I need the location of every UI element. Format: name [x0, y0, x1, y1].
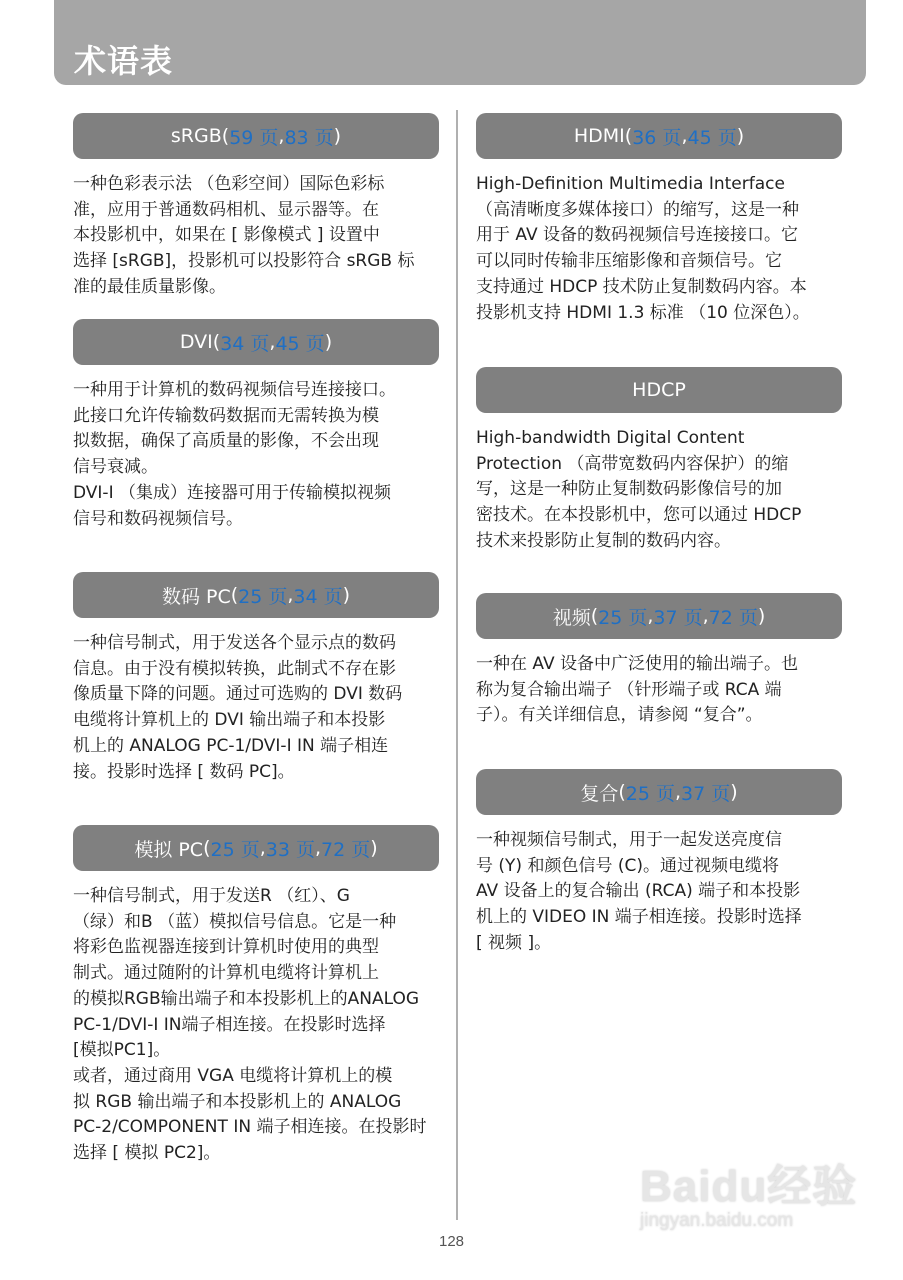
open-paren: ( — [221, 125, 230, 147]
description-line: （绿）和B （蓝）模拟信号信息。它是一种 — [73, 911, 397, 932]
description-line: 将彩色监视器连接到计算机时使用的典型 — [73, 937, 379, 958]
glossary-entry — [476, 769, 842, 957]
baidu-watermark-logo — [640, 1150, 857, 1232]
description-line: 机上的 VIDEO IN 端子相连接。投影时选择 — [476, 907, 802, 928]
page-reference-link[interactable]: 45 页 — [687, 126, 737, 149]
glossary-entry — [73, 572, 439, 785]
page-reference-link[interactable]: 34 页 — [220, 332, 270, 355]
page-reference-link[interactable]: 59 页 — [229, 126, 279, 149]
open-paren: ( — [624, 125, 633, 147]
description-line: 的模拟RGB输出端子和本投影机上的ANALOG — [73, 988, 420, 1009]
page-reference-link[interactable]: 36 页 — [632, 126, 682, 149]
entry-term: 模拟 PC — [134, 838, 204, 861]
description-line: AV 设备上的复合输出 (RCA) 端子和本投影 — [476, 881, 801, 902]
entry-heading — [73, 572, 439, 618]
description-line: Protection （高带宽数码内容保护）的缩 — [476, 453, 789, 474]
description-line: 机上的 ANALOG PC-1/DVI-I IN 端子相连 — [73, 735, 389, 756]
close-paren: ) — [757, 605, 766, 627]
description-line: 或者，通过商用 VGA 电缆将计算机上的模 — [73, 1065, 393, 1086]
description-line: 准的最佳质量影像。 — [73, 276, 226, 297]
description-line: High-bandwidth Digital Content — [476, 428, 745, 448]
description-line: 技术来投影防止复制的数码内容。 — [476, 530, 731, 551]
description-line: [模拟PC1]。 — [73, 1040, 171, 1061]
comma: , — [269, 331, 276, 353]
description-line: 信息。由于没有模拟转换，此制式不存在影 — [73, 658, 396, 679]
description-line: 写，这是一种防止复制数码影像信号的加 — [476, 479, 782, 500]
entry-heading — [476, 367, 842, 413]
description-line: 支持通过 HDCP 技术防止复制数码内容。本 — [476, 276, 807, 297]
description-line: 号 (Y) 和颜色信号 (C)。通过视频电缆将 — [476, 855, 779, 876]
description-line: （高清晰度多媒体接口）的缩写，这是一种 — [476, 199, 799, 220]
watermark-main: Baidu经验 — [640, 1162, 858, 1211]
entry-term: HDCP — [632, 379, 686, 401]
column-divider — [456, 110, 458, 1220]
page-title: 术语表 — [74, 42, 174, 80]
description-line: 一种信号制式，用于发送各个显示点的数码 — [73, 633, 396, 653]
close-paren: ) — [324, 331, 333, 353]
entry-term: 数码 PC — [161, 585, 231, 608]
page-reference-link[interactable]: 25 页 — [598, 606, 648, 629]
entry-description — [73, 378, 439, 532]
page-reference-link[interactable]: 45 页 — [275, 332, 325, 355]
comma: , — [702, 605, 709, 627]
description-line: 本投影机中，如果在 [ 影像模式 ] 设置中 — [73, 225, 380, 246]
entry-term: HDMI — [573, 125, 625, 147]
comma: , — [287, 584, 294, 606]
entry-description — [73, 884, 439, 1167]
entry-term: 视频 — [552, 606, 591, 629]
description-line: 一种在 AV 设备中广泛使用的输出端子。也 — [476, 654, 798, 674]
entry-description — [73, 172, 439, 301]
page-header — [54, 0, 866, 85]
comma: , — [259, 837, 266, 859]
description-line: 子）。有关详细信息，请参阅 “复合”。 — [476, 705, 763, 726]
description-line: 称为复合输出端子 （针形端子或 RCA 端 — [476, 679, 782, 700]
description-line: PC-1/DVI-I IN端子相连接。在投影时选择 — [73, 1014, 386, 1035]
description-line: 制式。通过随附的计算机电缆将计算机上 — [73, 963, 379, 984]
entry-term: DVI — [179, 331, 213, 353]
description-line: 信号和数码视频信号。 — [73, 508, 243, 529]
description-line: 接。投影时选择 [ 数码 PC]。 — [73, 761, 295, 782]
entry-term: 复合 — [580, 782, 619, 805]
description-line: 一种视频信号制式，用于一起发送亮度信 — [476, 830, 782, 850]
entry-heading — [476, 593, 842, 639]
description-line: 选择 [sRGB]，投影机可以投影符合 sRGB 标 — [73, 251, 415, 272]
description-line: PC-2/COMPONENT IN 端子相连接。在投影时 — [73, 1117, 427, 1138]
description-line: 一种色彩表示法 （色彩空间）国际色彩标 — [73, 174, 385, 194]
comma: , — [681, 125, 688, 147]
description-line: 拟数据，确保了高质量的影像，不会出现 — [73, 431, 379, 452]
entry-description — [476, 172, 842, 326]
entry-description — [476, 652, 842, 729]
comma: , — [314, 837, 322, 859]
description-line: High-Definition Multimedia Interface — [476, 174, 785, 194]
description-line: 密技术。在本投影机中，您可以通过 HDCP — [476, 505, 802, 526]
page-reference-link[interactable]: 72 页 — [321, 838, 371, 861]
open-paren: ( — [590, 605, 599, 627]
entry-description — [73, 631, 439, 785]
open-paren: ( — [203, 837, 211, 859]
comma: , — [674, 781, 682, 803]
entry-heading — [476, 113, 842, 159]
entry-description — [476, 426, 842, 555]
page-reference-link[interactable]: 83 页 — [284, 126, 334, 149]
page-reference-link[interactable]: 33 页 — [265, 838, 315, 861]
description-line: 用于 AV 设备的数码视频信号连接接口。它 — [476, 225, 798, 246]
description-line: 投影机支持 HDMI 1.3 标准 （10 位深色）。 — [476, 302, 810, 323]
page-reference-link[interactable]: 37 页 — [653, 606, 703, 629]
page-reference-link[interactable]: 34 页 — [293, 585, 343, 608]
page-reference-link[interactable]: 25 页 — [238, 585, 288, 608]
description-line: 准，应用于普通数码相机、显示器等。在 — [73, 199, 379, 220]
page-reference-link[interactable]: 25 页 — [625, 782, 675, 805]
description-line: 像质量下降的问题。通过可选购的 DVI 数码 — [73, 684, 403, 705]
description-line: 此接口允许传输数码数据而无需转换为模 — [73, 405, 379, 426]
page-number: 128 — [438, 1233, 465, 1250]
description-line: 可以同时传输非压缩影像和音频信号。它 — [476, 251, 782, 272]
entry-heading — [73, 825, 439, 871]
page-reference-link[interactable]: 37 页 — [681, 782, 731, 805]
description-line: DVI-I （集成）连接器可用于传输模拟视频 — [73, 482, 391, 503]
close-paren: ) — [730, 781, 738, 803]
glossary-entry — [476, 113, 842, 326]
entry-description — [476, 828, 842, 957]
entry-heading — [73, 113, 439, 159]
open-paren: ( — [212, 331, 221, 353]
open-paren: ( — [230, 584, 239, 606]
description-line: 信号衰减。 — [73, 457, 158, 478]
close-paren: ) — [333, 125, 342, 147]
page-reference-link[interactable]: 25 页 — [210, 838, 260, 861]
description-line: 选择 [ 模拟 PC2]。 — [73, 1143, 221, 1164]
page-reference-link[interactable]: 72 页 — [708, 606, 758, 629]
description-line: 一种信号制式，用于发送R （红）、G — [73, 886, 350, 906]
glossary-entry — [73, 825, 439, 1167]
close-paren: ) — [370, 837, 378, 859]
comma: , — [647, 605, 654, 627]
close-paren: ) — [342, 584, 351, 606]
glossary-entry — [73, 319, 439, 532]
open-paren: ( — [618, 781, 626, 803]
description-line: 拟 RGB 输出端子和本投影机上的 ANALOG — [73, 1091, 402, 1112]
comma: , — [278, 125, 285, 147]
glossary-entry — [476, 367, 842, 555]
watermark-url: jingyan.baidu.com — [640, 1210, 794, 1231]
glossary-entry — [73, 113, 439, 301]
glossary-entry — [476, 593, 842, 729]
entry-heading — [73, 319, 439, 365]
entry-term: sRGB — [170, 125, 222, 147]
description-line: 电缆将计算机上的 DVI 输出端子和本投影 — [73, 710, 386, 731]
description-line: 一种用于计算机的数码视频信号连接接口。 — [73, 380, 396, 400]
close-paren: ) — [736, 125, 745, 147]
entry-heading — [476, 769, 842, 815]
description-line: [ 视频 ]。 — [476, 932, 552, 953]
